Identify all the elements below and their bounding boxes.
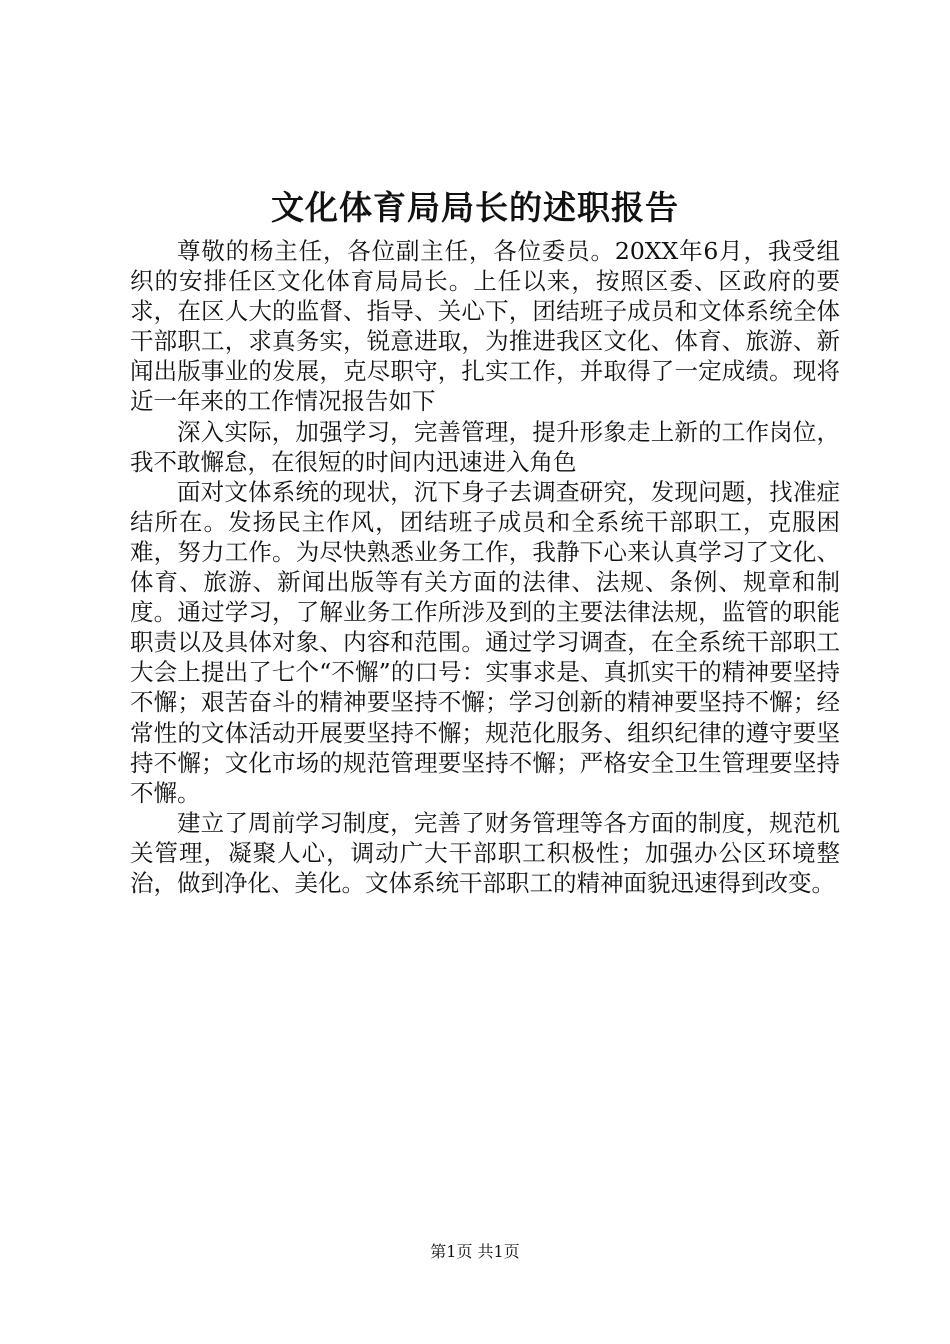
document-body [130,236,840,898]
document-title: 文化体育局局长的述职报告 [271,188,679,227]
page-number-footer: 第1页 共1页 [430,1242,520,1261]
paragraph-investigation: 面对文体系统的现状，沉下身子去调查研究，发现问题，找准症结所在。发扬民主作风，团结班子成员和全系统干部职工，克服困难，努力工作。为尽快熟悉业务工作，我静下心来认真学习了文化、体育、旅游、新闻出版等有关方面的法律、法规、条例、规章和制度。通过学习，了解业务工作所涉及到的主要法律法规，监管的职能职责以及具体对象、内容和范围。通过学习调查，在全系统干部职工大会上提出了七个“不懈”的口号：实事求是、真抓实干的精神要坚持不懈；艰苦奋斗的精神要坚持不懈；学习创新的精神要坚持不懈；经常性的文体活动开展要坚持不懈；规范化服务、组织纪律的遵守要坚持不懈；文化市场的规范管理要坚持不懈；严格安全卫生管理要坚持不懈。 [130,477,840,807]
paragraph-learning: 深入实际，加强学习，完善管理，提升形象走上新的工作岗位，我不敢懈怠，在很短的时间内迅速进入角色 [130,417,840,476]
paragraph-system: 建立了周前学习制度，完善了财务管理等各方面的制度，规范机关管理，凝聚人心，调动广大干部职工积极性；加强办公区环境整治，做到净化、美化。文体系统干部职工的精神面貌迅速得到改变。 [130,808,840,897]
paragraph-intro: 尊敬的杨主任，各位副主任，各位委员。20XX年6月，我受组织的安排任区文化体育局局长。上任以来，按照区委、区政府的要求，在区人大的监督、指导、关心下，团结班子成员和文体系统全体干部职工，求真务实，锐意进取，为推进我区文化、体育、旅游、新闻出版事业的发展，克尽职守，扎实工作，并取得了一定成绩。现将近一年来的工作情况报告如下 [130,237,840,416]
